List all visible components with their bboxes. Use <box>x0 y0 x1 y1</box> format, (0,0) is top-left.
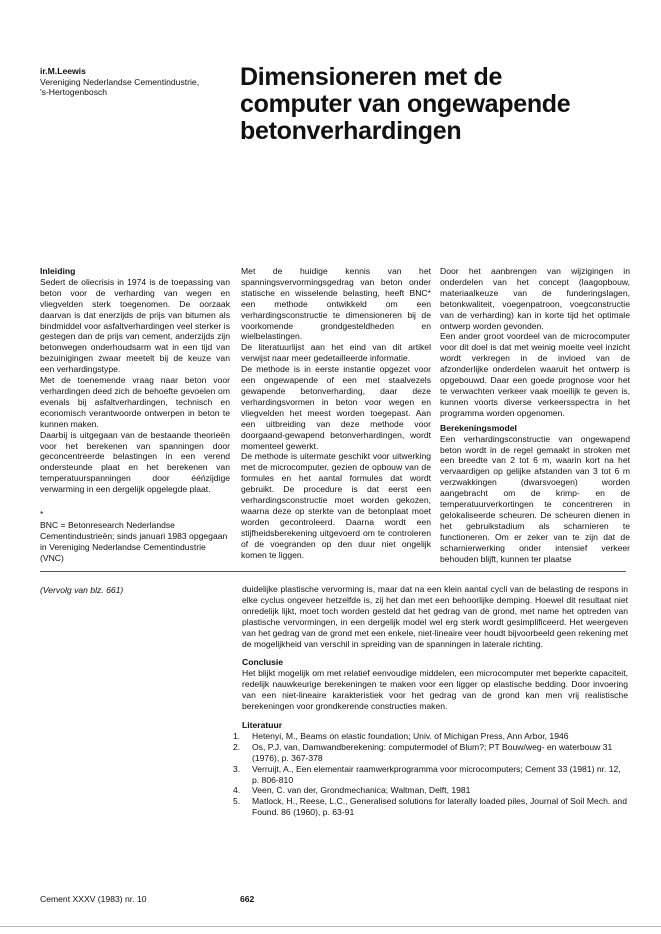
title-line: betonverhardingen <box>240 117 462 145</box>
author-block <box>40 66 240 98</box>
paragraph: De literatuurlijst aan het eind van dit artikel verwijst naar meer gedetailleerde informatie. <box>241 342 431 364</box>
continuation-reference: (Vervolg van blz. 661) <box>40 585 124 595</box>
paragraph: Door het aanbrengen van wijzigingen in onderdelen van het concept (laagopbouw, materiaalkeuze van de funderingslagen, betonkwaliteit, voegenpatroon, voegconstructie van de verharding) kan in korte tijd het optimale ontwerp worden gevonden. <box>440 266 630 331</box>
section-heading-berekeningsmodel: Berekeningsmodel <box>440 422 517 433</box>
section-heading-conclusie: Conclusie <box>242 657 284 668</box>
author-name: ir.M.Leewis <box>40 66 86 76</box>
scan-edge-line <box>0 926 661 927</box>
author-affiliation-line: Vereniging Nederlandse Cementindustrie, <box>40 76 200 87</box>
paragraph: Met de toenemende vraag naar beton voor verhardingen deed zich de behoefte gevoelen om evenals bij asfaltverhardingen, technisch en economisch verantwoorde ontwerpen in beton te kunnen maken. <box>40 375 230 429</box>
footnote: BNC = Betonresearch Nederlandse Cementindustrieën; sinds januari 1983 opgegaan in Vereniging Nederlandse Cementindustrie (VNC) <box>40 519 228 563</box>
column-3 <box>440 266 630 564</box>
reference-item: 4. Veen, C. van der, Grondmechanica; Waltman, Delft, 1981 <box>233 785 471 796</box>
title-line: computer van ongewapende <box>240 90 571 118</box>
section-heading-inleiding: Inleiding <box>40 266 76 276</box>
section-heading-literatuur: Literatuur <box>242 719 283 730</box>
paragraph: duidelijke plastische vervorming is, maar dat na een klein aantal cycli van de belasting de respons in elke cyclus ongeveer hetzelfde is, zij het dan met een behoorlijke demping. Hoewel dit resultaat niet onredelijk lijkt, moet toch worden gesteld dat het gedrag van de grond, met name het optreden van plastische vervormingen, in een dergelijk model wel erg sterk wordt gesimplificeerd. Het weergeven van het gedrag van de grond met een enkele, niet-lineaire veer houdt bijvoorbeeld geen rekening met de mogelijkheid van verschil in spreiding van de spanningen in laterale richting. <box>242 584 628 649</box>
page-number: 662 <box>240 894 255 904</box>
reference-item: 2. Os, P.J. van, Damwandberekening: computermodel of Blum?; PT Bouw/weg- en waterbouw 31 (1976), p. 367-378 <box>233 741 613 763</box>
article-title <box>240 64 620 145</box>
continued-article <box>233 584 628 818</box>
paragraph: Een verhardingsconstructie van ongewapend beton wordt in de regel gemaakt in stroken met een breedte van 2 tot 6 m, waarin kort na het vervaardigen op gelijke afstanden van 3 tot 6 m verzwakkingen (dwarsvoegen) worden aangebracht om de krimp- en de temperatuurverkortingen te concentreren in gelokaliseerde scheuren. De scheuren dienen in het gebruikstadium als scharnieren te functioneren. Om er zeker van te zijn dat de scharnierwerking onder intensief verkeer behouden blijft, kunnen ter plaatse <box>440 433 630 564</box>
column-2 <box>241 266 431 560</box>
paragraph: De methode is uitermate geschikt voor uitwerking met de microcomputer, gezien de opbouw van de formules en het aantal formules dat wordt gebruikt. De procedure is dat eerst een verhardingsconstructie moet worden gekozen, waarna deze op sterkte van de betonplaat moet worden gecontroleerd. Daarna wordt een stijfheidsberekening uitgevoerd om te controleren of de voegranden op den duur niet ongelijk komen te liggen. <box>241 451 431 560</box>
paragraph: Met de huidige kennis van het spanningsvervormingsgedrag van beton onder statische en wisselende belasting, heeft BNC* een methode ontwikkeld om een verhardingsconstructie te dimensioneren bij de voorkomende grondgesteldheden en wielbelastingen. <box>241 266 431 342</box>
paragraph: Een ander groot voordeel van de microcomputer voor dit doel is dat met weinig moeite veel inzicht wordt verkregen in de invloed van de afzonderlijke onderdelen waaruit het ontwerp is opgebouwd. Daar een goede prognose voor het te verwachten verkeer vaak moeilijk te geven is, kunnen voorts diverse verkeersspectra in het programma worden opgenomen. <box>440 331 630 418</box>
reference-item: 3. Verruijt, A., Een elementair raamwerkprogramma voor microcomputers; Cement 33 (1981) nr. 12, p. 806-810 <box>233 763 621 785</box>
paragraph: Sedert de oliecrisis in 1974 is de toepassing van beton voor de verharding van wegen en vliegvelden sterk toegenomen. De oorzaak daarvan is dat enerzijds de prijs van bitumen als bindmiddel voor asfaltverhardingen veel sterker is gestegen dan de prijs van cement, anderzijds zijn betonwegen onderhoudsarm wat in een tijd van bezuinigingen zwaar meetelt bij de keuze van een verhardingstype. <box>40 276 230 375</box>
paragraph: Daarbij is uitgegaan van de bestaande theorieën voor het berekenen van spanningen door geconcentreerde belastingen in een verend ondersteunde plaat en het berekenen van temperatuurspanningen door ééńzijdige verwarming in een dergelijk opgelegde plaat. <box>40 429 230 495</box>
author-affiliation-line: 's-Hertogenbosch <box>40 87 108 98</box>
title-line: Dimensioneren met de <box>240 63 503 91</box>
section-divider <box>40 571 626 572</box>
reference-item: 5. Matlock, H., Reese, L.C., Generalised solutions for laterally loaded piles, Journal of Soil Mech. and Found. 86 (1960), p. 63-91 <box>233 796 627 818</box>
footnote-mark: * <box>40 509 44 520</box>
journal-footer: Cement XXXV (1983) nr. 10 <box>40 894 147 904</box>
column-1 <box>40 266 230 564</box>
reference-item: 1. Hetenyi, M., Beams on elastic foundation; Univ. of Michigan Press, Ann Arbor, 1946 <box>233 730 569 741</box>
paragraph: De methode is in eerste instantie opgezet voor een ongewapende of een met staalvezels gewapende betonverharding, daar deze verhardingsvormen in beton voor wegen en vliegvelden het meest worden toegepast. Aan een uitbreiding van deze methode voor doorgaand-gewapend betonverhardingen, wordt momenteel gewerkt. <box>241 364 431 451</box>
reference-list <box>233 730 628 818</box>
paragraph: Het blijkt mogelijk om met relatief eenvoudige middelen, een microcomputer met beperkte capaciteit, redelijk nauwkeurige berekeningen te maken voor een ligger op elastische bedding. Door invoering van een niet-lineaire karakteristiek voor het gedrag van de grond kan men vrij realistische berekeningen voor grondkerende constructies maken. <box>242 668 628 712</box>
